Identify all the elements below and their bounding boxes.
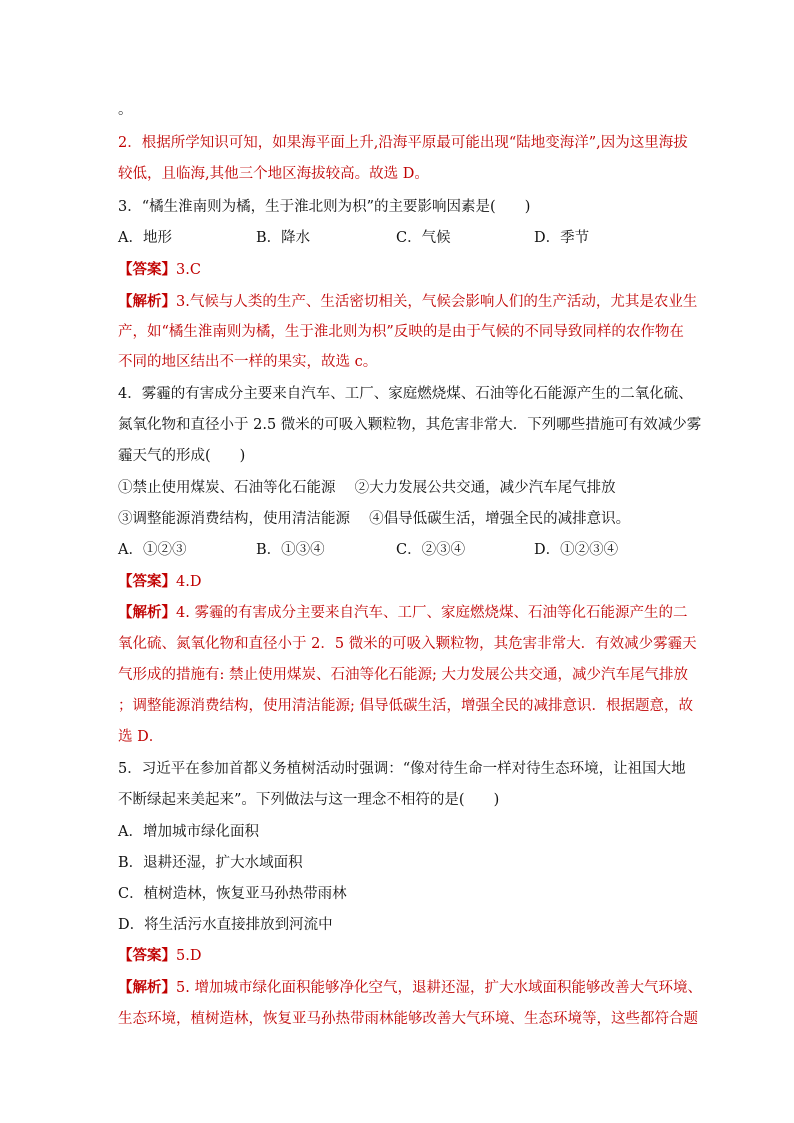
- q3-analysis-line-3: 不同的地区结出不一样的果实，故选 c。: [118, 354, 378, 370]
- analysis-tag: 【解析】: [118, 979, 176, 996]
- q3-answer: [118, 260, 678, 280]
- q4-stem-line-3: 霾天气的形成( ): [118, 448, 246, 464]
- q4-answer: [118, 572, 678, 592]
- answer-tag: 【答案】: [118, 573, 176, 590]
- q3-analysis-line-2: 产，如“橘生淮南则为橘，生于淮北则为枳”反映的是由于气候的不同导致同样的农作物在: [118, 324, 684, 340]
- q5-analysis-text-1: 5. 增加城市绿化面积能够净化空气，退耕还湿，扩大水域面积能够改善大气环境、: [176, 980, 702, 996]
- q4-analysis-line-5: 选 D．: [118, 729, 164, 745]
- answer-tag: 【答案】: [118, 261, 176, 278]
- q4-item-line-1: ①禁止使用煤炭、石油等化石能源 ②大力发展公共交通，减少汽车尾气排放: [118, 480, 616, 496]
- q2-explanation-line-2: 较低，且临海,其他三个地区海拔较高。故选 D。: [118, 166, 429, 182]
- q3-option-b: B．降水: [256, 230, 311, 246]
- q3-option-c: C．气候: [396, 230, 451, 246]
- q5-answer-value: 5.D: [176, 948, 202, 964]
- q5-option-a: A．增加城市绿化面积: [118, 824, 259, 840]
- q4-stem-line-1: 4．雾霾的有害成分主要来自汽车、工厂、家庭燃烧煤、石油等化石能源产生的二氧化硫、: [118, 386, 693, 402]
- q4-option-b: B．①③④: [256, 542, 325, 558]
- q5-stem-line-1: 5．习近平在参加首都义务植树活动时强调：“像对待生命一样对待生态环境，让祖国大地: [118, 761, 686, 777]
- analysis-tag: 【解析】: [118, 293, 176, 310]
- q4-item-line-2: ③调整能源消费结构，使用清洁能源 ④倡导低碳生活，增强全民的减排意识。: [118, 511, 631, 527]
- q4-analysis-line-4: ；调整能源消费结构，使用清洁能源; 倡导低碳生活，增强全民的减排意识．根据题意，故: [118, 698, 693, 714]
- q4-analysis-text-1: 4. 雾霾的有害成分主要来自汽车、工厂、家庭燃烧煤、石油等化石能源产生的二: [176, 605, 688, 621]
- q5-analysis-line-2: 生态环境，植树造林，恢复亚马孙热带雨林能够改善大气环境、生态环境等，这些都符合题: [118, 1011, 698, 1027]
- fragment-punctuation: 。: [118, 102, 133, 118]
- q4-analysis-line-1: [118, 603, 688, 623]
- q4-option-c: C．②③④: [396, 542, 466, 558]
- q3-answer-value: 3.C: [176, 262, 201, 278]
- q3-analysis-text-1: 3.气候与人类的生产、生活密切相关，气候会影响人们的生产活动，尤其是农业生: [176, 294, 698, 310]
- q5-answer: [118, 946, 678, 966]
- q4-stem-line-2: 氮氧化物和直径小于 2.5 微米的可吸入颗粒物，其危害非常大．下列哪些措施可有效减少雾: [118, 417, 702, 433]
- q5-stem-line-2: 不断绿起来美起来”。下列做法与这一理念不相符的是( ): [118, 792, 500, 808]
- q5-option-c: C．植树造林，恢复亚马孙热带雨林: [118, 886, 347, 902]
- q3-stem: 3．“橘生淮南则为橘，生于淮北则为枳”的主要影响因素是( ): [118, 199, 531, 215]
- q4-answer-value: 4.D: [176, 574, 202, 590]
- answer-tag: 【答案】: [118, 947, 176, 964]
- q3-analysis-line-1: [118, 292, 698, 312]
- q5-analysis-line-1: [118, 978, 702, 998]
- q3-option-a: A．地形: [118, 230, 172, 246]
- analysis-tag: 【解析】: [118, 604, 176, 621]
- q5-option-b: B．退耕还湿，扩大水域面积: [118, 855, 303, 871]
- q2-explanation-line-1: 2．根据所学知识可知，如果海平面上升,沿海平原最可能出现“陆地变海洋”,因为这里海拔: [118, 135, 688, 151]
- q3-option-d: D．季节: [534, 230, 590, 246]
- q4-analysis-line-3: 气形成的措施有: 禁止使用煤炭、石油等化石能源; 大力发展公共交通，减少汽车尾气排放: [118, 667, 688, 683]
- q4-option-a: A．①②③: [118, 542, 187, 558]
- q4-option-d: D．①②③④: [534, 542, 619, 558]
- q5-option-d: D．将生活污水直接排放到河流中: [118, 917, 333, 933]
- q4-analysis-line-2: 氧化硫、氮氧化物和直径小于 2．5 微米的可吸入颗粒物，其危害非常大．有效减少雾霾天: [118, 636, 697, 652]
